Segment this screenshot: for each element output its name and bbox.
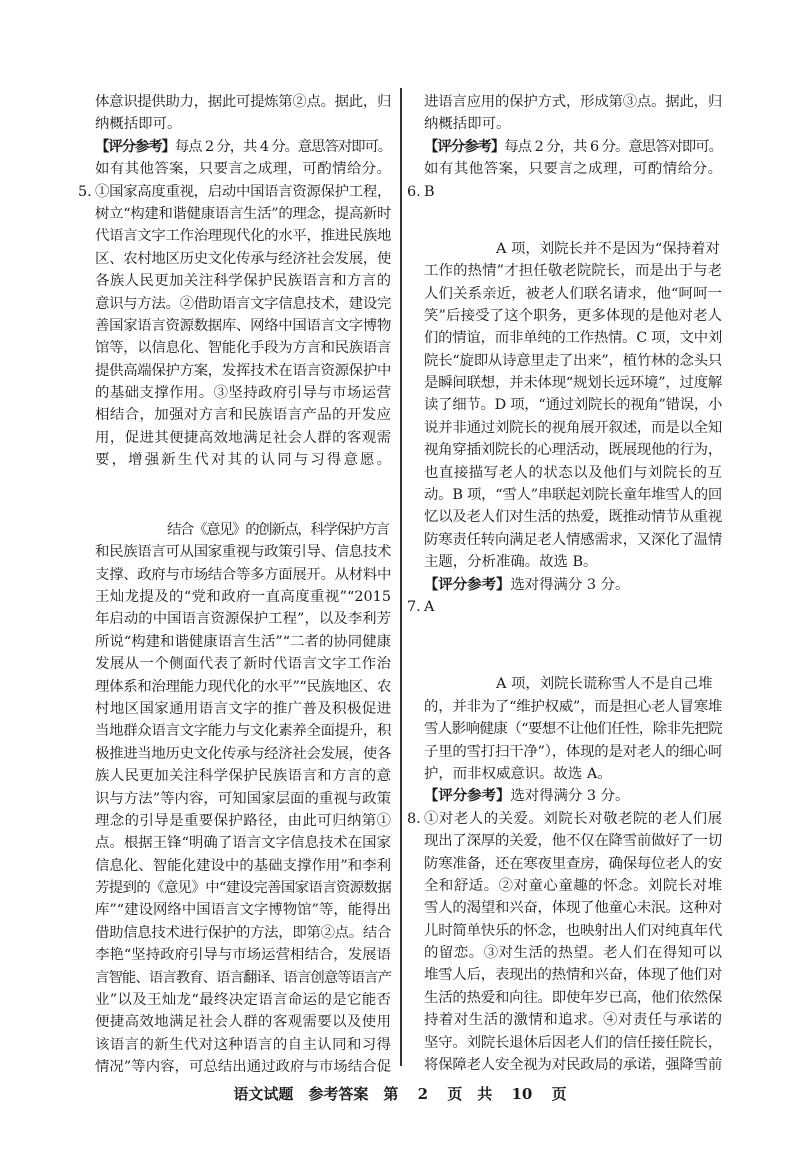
text-line <box>424 158 722 180</box>
line-text: 雪人的渴望和兴奋，体现了他童心未泯。这种对 <box>424 900 722 917</box>
line-text: 子里的雪打扫干净”），体现的是对老人的细心呵 <box>424 743 722 760</box>
line-text: 芳提到的《意见》中“建设完善国家语言资源数据 <box>95 880 391 897</box>
line-text: 便捷高效地满足社会人群的客观需要以及使用 <box>95 1014 391 1031</box>
line-text: 情况”等内容，可总结出通过政府与市场结合促 <box>95 1059 391 1076</box>
text-line <box>95 248 391 270</box>
line-text: 现出了深厚的关爱，他不仅在降雪前做好了一切 <box>424 833 722 850</box>
text-line <box>95 315 391 337</box>
question-number: 8. <box>407 810 421 827</box>
text-line <box>424 785 722 807</box>
text-line <box>424 574 722 596</box>
text-line <box>95 832 391 854</box>
line-text: 要，增强新生代对其的认同与习得意愿。 <box>95 452 391 469</box>
column-divider <box>400 88 402 1066</box>
text-line <box>95 564 391 586</box>
text-line <box>424 305 722 327</box>
text-line <box>424 718 722 740</box>
line-text: 将保障老人安全视为对民政局的承诺，强降雪前 <box>424 1057 722 1074</box>
text-line <box>95 967 391 989</box>
line-text: 借助信息技术进行保护的方法，即第②点。结合 <box>95 924 391 941</box>
line-text: 的留恋。③对生活的热望。老人们在得知可以 <box>424 945 722 962</box>
line-text: 如有其他答案，只要言之成理，可酌情给分。 <box>95 161 391 178</box>
line-text: 防寒准备，还在寒夜里查房，确保每位老人的安 <box>424 855 722 872</box>
line-text: 忆以及老人们对生活的热爱，既推动情节从重视 <box>424 509 722 526</box>
line-text: 选对得满分 3 分。 <box>510 576 630 593</box>
line-text: 的基础支撑作用。③坚持政府引导与市场运营 <box>95 385 391 402</box>
text-line <box>95 91 391 113</box>
line-text: 每点 2 分，共 4 分。意思答对即可。 <box>174 138 392 155</box>
line-text: 视角穿插刘院长的心理活动，既展现他的行为， <box>424 442 722 459</box>
text-line <box>95 698 391 720</box>
question-number: 5. <box>78 183 92 200</box>
text-line <box>424 372 722 394</box>
line-text: 该语言的新生代对这种语言的自主认同和习得 <box>95 1036 391 1053</box>
text-line <box>95 720 391 742</box>
text-line <box>424 1054 722 1076</box>
line-text: 年启动的中国语言资源保护工程”，以及李利芳 <box>95 611 391 628</box>
text-line <box>95 944 391 966</box>
text-line <box>95 382 391 404</box>
text-line <box>407 808 722 830</box>
text-line <box>424 113 722 135</box>
line-text: 如有其他答案，只要言之成理，可酌情给分。 <box>424 161 722 178</box>
text-line <box>95 586 391 608</box>
text-line <box>424 942 722 964</box>
line-text: 持着对生活的激情和追求。④对责任与承诺的 <box>424 1012 722 1029</box>
line-text: A <box>424 598 435 615</box>
text-line <box>424 897 722 919</box>
text-line <box>424 964 722 986</box>
text-line <box>424 920 722 942</box>
text-line <box>424 853 722 875</box>
text-line <box>424 484 722 506</box>
text-line <box>424 529 722 551</box>
grading-label: 【评分参考】 <box>95 137 175 155</box>
text-line <box>95 404 391 426</box>
text-line <box>424 763 722 785</box>
line-text: 动。B 项，“雪人”串联起刘院长童年堆雪人的回 <box>424 487 722 504</box>
question-number: 6. <box>407 183 421 200</box>
grading-label: 【评分参考】 <box>424 787 511 805</box>
line-text: 工作的热情”才担任敬老院院长，而是出于与老 <box>424 263 722 280</box>
text-line <box>424 91 722 113</box>
line-text: 主题，分析准确。故选 B。 <box>424 554 598 571</box>
line-text: 堆雪人后，表现出的热情和兴奋，体现了他们对 <box>424 967 722 984</box>
text-line <box>95 203 391 225</box>
line-text: 进语言应用的保护方式，形成第③点。据此，归 <box>424 94 722 110</box>
text-line <box>424 551 722 573</box>
text-line <box>95 1056 391 1078</box>
text-line <box>95 225 391 247</box>
line-text: 各族人民更加关注科学保护民族语言和方言的 <box>95 273 391 290</box>
text-line <box>407 181 722 203</box>
text-line <box>95 788 391 810</box>
line-text: 纳概括即可。 <box>95 116 182 133</box>
text-line <box>95 899 391 921</box>
grading-label: 【评分参考】 <box>424 137 505 155</box>
line-text: 发展从一个侧面代表了新时代语言文字工作治 <box>95 656 391 673</box>
text-line <box>95 743 391 765</box>
text-line <box>424 987 722 1009</box>
text-line <box>95 1011 391 1033</box>
text-line <box>424 350 722 372</box>
text-line <box>95 989 391 1011</box>
text-block <box>78 91 392 472</box>
line-text: A 项，刘院长谎称雪人不是自己堆 <box>496 676 713 693</box>
text-line <box>424 327 722 349</box>
text-line <box>424 462 722 484</box>
line-text: 提供高端保护方案，发挥技术在语言资源保护中 <box>95 362 391 379</box>
text-line <box>407 596 722 618</box>
line-text: A 项，刘院长并不是因为“保持着对 <box>496 240 720 257</box>
text-line <box>424 830 722 852</box>
line-text: 理体系和治理能力现代化的水平”“民族地区、农 <box>95 678 391 695</box>
line-text: 馆等，以信息化、智能化手段为方言和民族语言 <box>95 340 391 357</box>
line-text: 当地群众语言文字能力与文化素养全面提升，积 <box>95 723 391 740</box>
line-text: 和民族语言可从国家重视与政策引导、信息技术 <box>95 544 391 561</box>
text-line <box>424 506 722 528</box>
text-line <box>95 449 391 471</box>
page-footer: 语文试题 参考答案 第 2 页 共 10 页 <box>233 1085 567 1103</box>
line-text: 雪人影响健康（“要想不让他们任性，除非先把院 <box>424 721 722 738</box>
line-text: 生活的热爱和向往。即使年岁已高，他们依然保 <box>424 989 722 1006</box>
text-line <box>95 158 391 180</box>
text-line <box>424 238 722 260</box>
line-text: 善国家语言资源数据库、网络中国语言文字博物 <box>95 317 391 334</box>
text-line <box>95 631 391 653</box>
line-text: 村地区国家通用语言文字的推广普及积极促进 <box>95 700 391 717</box>
text-line <box>424 741 722 763</box>
line-text: 所说“构建和谐健康语言生活”“二者的协同健康 <box>95 633 391 650</box>
line-text: 业”以及王灿龙“最终决定语言命运的是它能否 <box>95 992 391 1009</box>
text-line <box>424 260 722 282</box>
line-text: 笑”后接受了这个职务，更多体现的是他对老人 <box>424 307 722 324</box>
text-line <box>95 855 391 877</box>
line-text: 体意识提供助力，据此可提炼第②点。据此，归 <box>95 94 391 110</box>
line-text: ①对老人的关爱。刘院长对敬老院的老人们展 <box>424 810 722 827</box>
text-line <box>95 427 391 449</box>
text-line <box>95 270 391 292</box>
grading-label: 【评分参考】 <box>424 575 511 593</box>
text-line <box>424 136 722 158</box>
text-line <box>424 673 722 695</box>
line-text: 选对得满分 3 分。 <box>510 788 630 805</box>
line-text: 支撑、政府与市场结合等多方面展开。从材料中 <box>95 566 391 583</box>
text-line <box>95 765 391 787</box>
line-text: 识与方法”等内容，可知国家层面的重视与政策 <box>95 790 391 807</box>
line-text: 族人民更加关注科学保护民族语言和方言的意 <box>95 768 391 785</box>
line-text: 用，促进其便捷高效地满足社会人群的客观需 <box>95 429 391 446</box>
line-text: 库”“建设网络中国语言文字博物馆”等，能得出 <box>95 902 391 919</box>
line-text: 代语言文字工作治理现代化的水平，推进民族地 <box>95 228 391 245</box>
text-line <box>95 922 391 944</box>
line-text: 的，并非为了“维护权威”，而是担心老人冒寒堆 <box>424 698 722 715</box>
line-text: 结合《意见》的创新点，科学保护方言 <box>167 521 389 538</box>
line-text: 全和舒适。②对童心童趣的怀念。刘院长对堆 <box>424 877 722 894</box>
text-block <box>407 91 722 203</box>
line-text: 读了细节。D 项，“通过刘院长的视角”错误，小 <box>424 397 722 414</box>
text-line <box>95 653 391 675</box>
line-text: 相结合，加强对方言和民族语言产品的开发应 <box>95 407 391 424</box>
text-line <box>78 181 391 203</box>
text-line <box>424 439 722 461</box>
line-text: 言智能、语言教育、语言翻译、语言创意等语言产 <box>95 969 391 986</box>
text-block <box>407 238 722 619</box>
text-line <box>95 877 391 899</box>
line-text: B <box>424 183 435 200</box>
text-line <box>95 293 391 315</box>
text-block <box>95 519 391 1079</box>
text-line <box>95 113 391 135</box>
line-text: 防寒责任转向满足老人情感需求，又深化了温情 <box>424 531 722 548</box>
text-line <box>424 394 722 416</box>
text-line <box>424 417 722 439</box>
text-line <box>424 1009 722 1031</box>
line-text: 意识与方法。②借助语言文字信息技术，建设完 <box>95 295 391 312</box>
text-line <box>424 696 722 718</box>
text-line <box>95 608 391 630</box>
text-line <box>424 283 722 305</box>
text-line <box>95 676 391 698</box>
line-text: 信息化、智能化建设中的基础支撑作用”和李利 <box>95 857 391 874</box>
text-line <box>95 136 391 158</box>
line-text: 院长“旋即从诗意里走了出来”，植竹林的念头只 <box>424 352 722 369</box>
text-line <box>95 337 391 359</box>
line-text: 点。根据王锋“明确了语言文字信息技术在国家 <box>95 835 391 852</box>
line-text: 纳概括即可。 <box>424 116 511 133</box>
text-line <box>95 1034 391 1056</box>
line-text: 李艳“坚持政府引导与市场运营相结合，发展语 <box>95 947 391 964</box>
line-text: 人们关系亲近，被老人们联名请求，他“呵呵一 <box>424 285 722 302</box>
line-text: 护，而非权威意识。故选 A。 <box>424 765 612 782</box>
line-text: 每点 2 分，共 6 分。意思答对即可。 <box>504 138 722 155</box>
line-text: 们的情谊，而非单纯的工作热情。C 项，文中刘 <box>424 330 722 347</box>
line-text: 坚守。刘院长退休后因老人们的信任接任院长， <box>424 1034 722 1051</box>
text-line <box>95 541 391 563</box>
text-line <box>95 360 391 382</box>
text-block <box>407 673 722 1076</box>
line-text: 区、农村地区历史文化传承与经济社会发展，使 <box>95 250 391 267</box>
text-line <box>424 875 722 897</box>
line-text: 是瞬间联想，并未体现“规划长远环境”，过度解 <box>424 375 722 392</box>
text-line <box>95 810 391 832</box>
line-text: ①国家高度重视，启动中国语言资源保护工程， <box>95 183 391 200</box>
question-number: 7. <box>407 598 421 615</box>
line-text: 儿时简单快乐的怀念，也映射出人们对纯真年代 <box>424 922 722 939</box>
line-text: 说并非通过刘院长的视角展开叙述，而是以全知 <box>424 419 722 436</box>
line-text: 也直接描写老人的状态以及他们与刘院长的互 <box>424 464 722 481</box>
line-text: 树立“构建和谐健康语言生活”的理念，提高新时 <box>95 205 391 222</box>
text-line <box>95 519 391 541</box>
line-text: 理念的引导是重要保护路径，由此可归纳第① <box>95 812 391 829</box>
text-line <box>424 1032 722 1054</box>
line-text: 极推进当地历史文化传承与经济社会发展，使各 <box>95 745 391 762</box>
line-text: 王灿龙提及的“党和政府一直高度重视”“2015 <box>95 589 391 605</box>
